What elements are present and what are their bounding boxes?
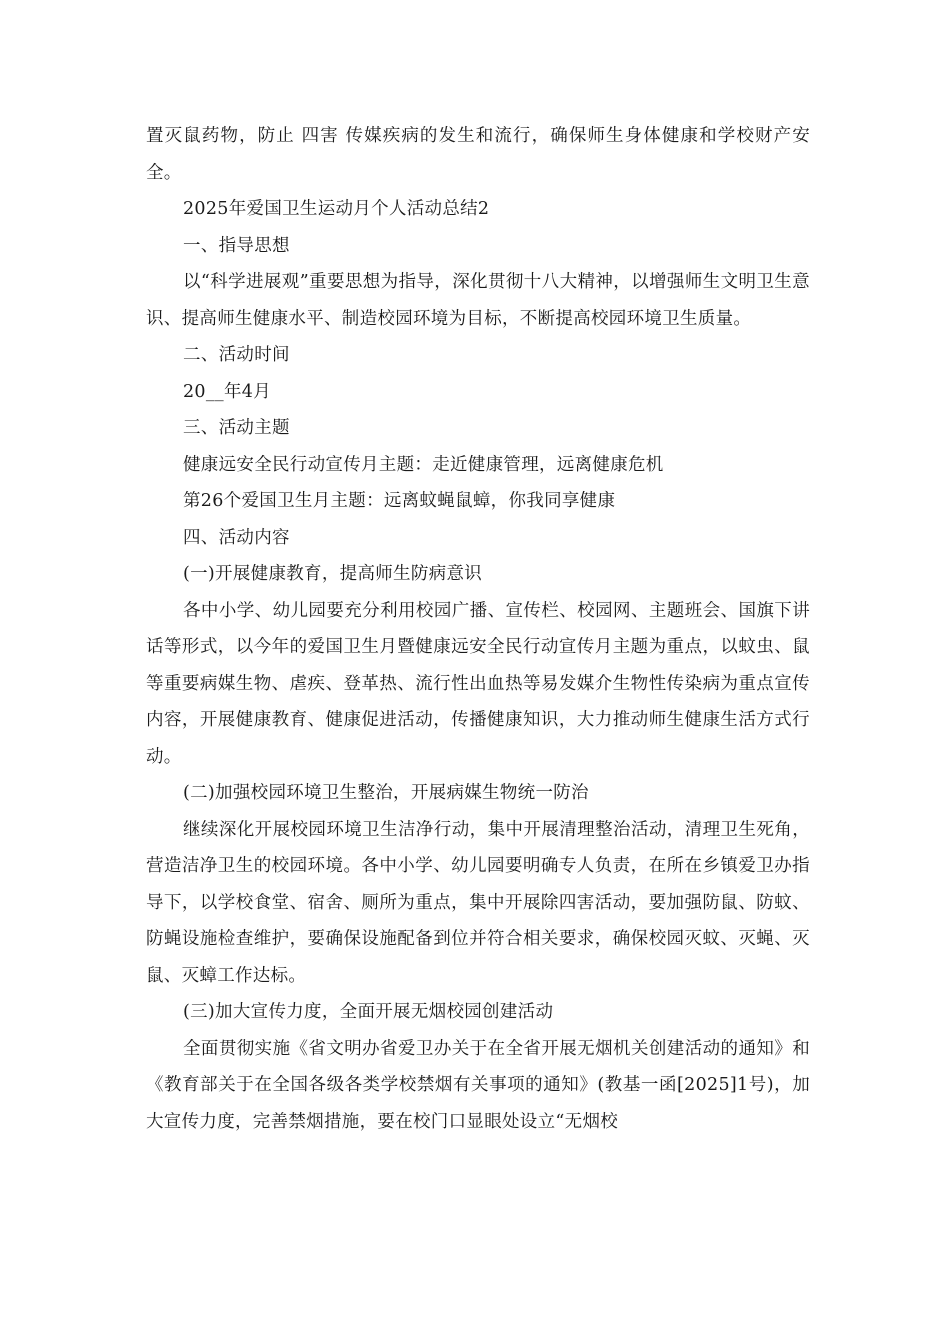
document-title: 2025年爱国卫生运动月个人活动总结2: [183, 199, 490, 219]
document-body: [146, 118, 810, 1140]
subheading-no-smoking: (三)加大宣传力度，全面开展无烟校园创建活动: [183, 1002, 554, 1022]
paragraph-theme-2: 第26个爱国卫生月主题：远离蚊蝇鼠蟑，你我同享健康: [183, 491, 616, 511]
paragraph-activity-time: 20__年4月: [183, 381, 272, 402]
paragraph-environment: 继续深化开展校园环境卫生洁净行动，集中开展清理整治活动，清理卫生死角，营造洁净卫生的校园环境。各中小学、幼儿园要明确专人负责，在所在乡镇爱卫办指导下，以学校食堂、宿舍、厕所为重点，集中开展除四害活动，要加强防鼠、防蚊、防蝇设施检查维护，要确保设施配备到位并符合相关要求，确保校园灭蚊、灭蝇、灭鼠、灭蟑工作达标。: [146, 819, 810, 986]
paragraph-no-smoking: 全面贯彻实施《省文明办省爱卫办关于在全省开展无烟机关创建活动的通知》和《教育部关于在全国各级各类学校禁烟有关事项的通知》(教基一函[2025]1号)，加大宣传力度，完善禁烟措施，要在校门口显眼处设立“无烟校: [146, 1038, 810, 1132]
paragraph-health-education: 各中小学、幼儿园要充分利用校园广播、宣传栏、校园网、主题班会、国旗下讲话等形式，以今年的爱国卫生月暨健康远安全民行动宣传月主题为重点，以蚊虫、鼠等重要病媒生物、虐疾、登革热、流行性出血热等易发媒介生物性传染病为重点宣传内容，开展健康教育、健康促进活动，传播健康知识，大力推动师生健康生活方式行动。: [146, 600, 810, 767]
paragraph-closing-line: 置灭鼠药物，防止 四害 传媒疾病的发生和流行，确保师生身体健康和学校财产安全。: [146, 126, 810, 183]
section-heading-activity-time: 二、活动时间: [183, 345, 290, 365]
section-heading-activity-content: 四、活动内容: [183, 527, 290, 548]
paragraph-guiding-thought: 以“科学进展观”重要思想为指导，深化贯彻十八大精神，以增强师生文明卫生意识、提高师生健康水平、制造校园环境为目标，不断提高校园环境卫生质量。: [146, 272, 810, 329]
section-heading-activity-theme: 三、活动主题: [183, 418, 290, 438]
subheading-environment: (二)加强校园环境卫生整治，开展病媒生物统一防治: [183, 783, 589, 803]
paragraph-theme-1: 健康远安全民行动宣传月主题：走近健康管理，远离健康危机: [183, 454, 664, 475]
section-heading-guiding-thought: 一、指导思想: [183, 235, 290, 256]
subheading-health-education: (一)开展健康教育，提高师生防病意识: [183, 564, 483, 584]
